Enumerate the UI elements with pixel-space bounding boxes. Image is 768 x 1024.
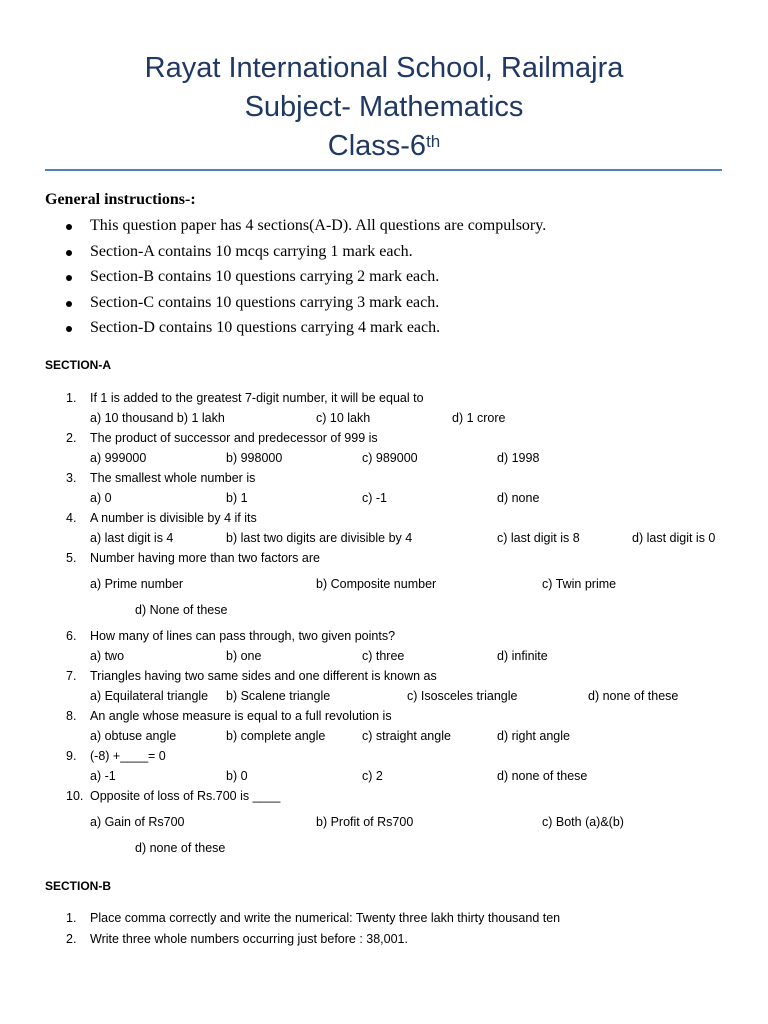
question-text: (-8) +____= 0 [90, 749, 166, 763]
question-text: Number having more than two factors are [90, 551, 320, 565]
option: a) obtuse angle [90, 729, 177, 743]
question-text: Triangles having two same sides and one different is known as [90, 669, 437, 683]
option: b) last two digits are divisible by 4 [226, 531, 413, 545]
bullet-icon [66, 326, 72, 332]
question-number: 1. [66, 911, 77, 925]
option: b) Profit of Rs700 [316, 815, 414, 829]
question-number: 7. [66, 669, 77, 683]
question-number: 10. [66, 789, 84, 803]
question-text: Write three whole numbers occurring just before : 38,001. [90, 932, 408, 946]
subject-title: Subject- Mathematics [244, 91, 524, 123]
question-text: How many of lines can pass through, two given points? [90, 629, 396, 643]
question-number: 6. [66, 629, 77, 643]
school-name: Rayat International School, Railmajra [144, 52, 624, 84]
option: b) 998000 [226, 451, 283, 465]
option: b) 1 [226, 491, 248, 505]
class-superscript: th [426, 132, 441, 151]
option: c) 2 [362, 769, 383, 783]
option: a) 10 thousand b) 1 lakh [90, 411, 225, 425]
option: a) 0 [90, 491, 112, 505]
question-text: A number is divisible by 4 if its [90, 511, 257, 525]
question-number: 3. [66, 471, 77, 485]
bullet-icon [66, 275, 72, 281]
option: c) last digit is 8 [497, 531, 580, 545]
question-number: 2. [66, 431, 77, 445]
option: a) two [90, 649, 125, 663]
question-number: 2. [66, 932, 77, 946]
question-text: The product of successor and predecessor of 999 is [90, 431, 378, 445]
option: d) none of these [497, 769, 588, 783]
option: c) Both (a)&(b) [542, 815, 624, 829]
section-a-heading: SECTION-A [45, 358, 111, 372]
option: c) three [362, 649, 405, 663]
instructions-heading: General instructions-: [45, 191, 196, 208]
bullet-icon [66, 224, 72, 230]
question-text: Opposite of loss of Rs.700 is ____ [90, 789, 281, 803]
option: a) Prime number [90, 577, 184, 591]
bullet-icon [66, 250, 72, 256]
question-text: If 1 is added to the greatest 7-digit number, it will be equal to [90, 391, 424, 405]
option: d) none of these [588, 689, 679, 703]
option: a) Gain of Rs700 [90, 815, 185, 829]
option: c) -1 [362, 491, 387, 505]
option: c) Twin prime [542, 577, 617, 591]
question-number: 8. [66, 709, 77, 723]
header-divider [45, 169, 722, 171]
class-title [0, 128, 768, 164]
option: b) complete angle [226, 729, 326, 743]
option: b) Scalene triangle [226, 689, 331, 703]
option: b) one [226, 649, 262, 663]
option: c) 989000 [362, 451, 418, 465]
question-number: 5. [66, 551, 77, 565]
question-text: Place comma correctly and write the numerical: Twenty three lakh thirty thousand ten [90, 911, 561, 925]
question-number: 4. [66, 511, 77, 525]
option: b) 0 [226, 769, 248, 783]
option: a) -1 [90, 769, 116, 783]
question-number: 9. [66, 749, 77, 763]
option: a) 999000 [90, 451, 147, 465]
question-text: The smallest whole number is [90, 471, 256, 485]
option: a) last digit is 4 [90, 531, 174, 545]
option: d) 1998 [497, 451, 540, 465]
option: d) none [497, 491, 540, 505]
section-b-heading: SECTION-B [45, 879, 111, 893]
option: b) Composite number [316, 577, 437, 591]
option: c) straight angle [362, 729, 451, 743]
option: d) infinite [497, 649, 548, 663]
option: d) right angle [497, 729, 570, 743]
option: d) last digit is 0 [632, 531, 716, 545]
option: d) 1 crore [452, 411, 506, 425]
question-text: An angle whose measure is equal to a full revolution is [90, 709, 392, 723]
question-number: 1. [66, 391, 77, 405]
bullet-icon [66, 301, 72, 307]
option: c) 10 lakh [316, 411, 371, 425]
option: d) None of these [135, 603, 228, 617]
option: d) none of these [135, 841, 226, 855]
option: c) Isosceles triangle [407, 689, 518, 703]
option: a) Equilateral triangle [90, 689, 209, 703]
class-label: Class-6 [327, 130, 427, 162]
